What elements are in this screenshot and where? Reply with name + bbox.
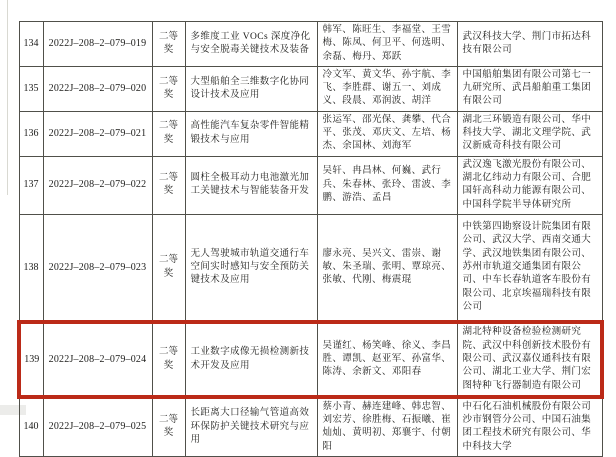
organizations-cell: 中铁第四勘察设计院集团有限公司、武汉大学、西南交通大学、武汉地铁集团有限公司、苏州市轨道交通集团有限公司、中车长春轨道客车股份有限公司、北京埃福瑞科技有限公司	[457, 214, 602, 322]
award-code-cell: 2022J–208–2–079–020	[43, 66, 152, 111]
organizations-cell: 中石化石油机械股份有限公司沙市钢管分公司、中国石油集团工程技术研究有限公司、华中科技大学	[457, 397, 602, 457]
award-list-table	[17, 21, 604, 457]
project-title-cell: 无人驾驶城市轨道交通行车空间实时感知与安全预防关键技术及应用	[185, 214, 317, 322]
award-grade-cell: 二等奖	[152, 66, 185, 111]
people-cell: 吴轩、冉昌林、何巍、武行兵、朱春林、张玲、雷波、李鹏、游浩、孟昌	[317, 156, 457, 214]
organizations-cell: 武汉逸飞激光股份有限公司、湖北亿纬动力有限公司、合肥国轩高科动力能源有限公司、中国科学院半导体研究所	[457, 156, 602, 214]
project-title-cell: 圆柱全极耳动力电池激光加工关键技术与智能装备开发	[185, 156, 317, 214]
people-cell: 冷文军、黄文华、孙宇航、李飞、李胜群、谢五一、刘成义、段晨、邓润波、胡洋	[317, 66, 457, 111]
award-grade-cell: 二等奖	[152, 111, 185, 156]
table-row	[19, 156, 602, 214]
row-number-cell: 140	[19, 397, 43, 457]
award-code-cell: 2022J–208–2–079–019	[43, 22, 152, 67]
people-cell: 蔡小青、赫连建峰、韩忠智、刘宏芳、徐胜梅、石振曦、崔灿灿、黄明初、郑襄宇、付朝阳	[317, 397, 457, 457]
people-cell: 张运军、邵光保、龚攀、代合平、张茂、邓庆文、左培、杨杰、余国林、刘海军	[317, 111, 457, 156]
award-code-cell: 2022J–208–2–079–024	[43, 322, 152, 396]
people-cell: 吴谨红、杨笑峰、徐义、李昌胜、谭凯、赵亚军、孙富华、陈涛、余新文、邓阳春	[317, 322, 457, 396]
organizations-cell: 湖北三环锻造有限公司、华中科技大学、湖北文理学院、武汉新威奇科技有限公司	[457, 111, 602, 156]
table-row	[19, 22, 602, 67]
award-code-cell: 2022J–208–2–079–022	[43, 156, 152, 214]
project-title-cell: 多维度工业 VOCs 深度净化与安全脱毒关键技术及装备	[185, 22, 317, 67]
table-row	[19, 397, 602, 457]
row-number-cell: 135	[19, 66, 43, 111]
table-row	[19, 214, 602, 322]
project-title-cell: 大型船舶全三维数字化协同设计技术及应用	[185, 66, 317, 111]
organizations-cell: 中国船舶集团有限公司第七一九研究所、武昌船舶重工集团有限公司	[457, 66, 602, 111]
row-number-cell: 139	[19, 322, 43, 396]
project-title-cell: 长距离大口径输气管道高效环保防护关键技术研究与应用	[185, 397, 317, 457]
award-grade-cell: 二等奖	[152, 397, 185, 457]
project-title-cell: 高性能汽车复杂零件智能精锻技术与应用	[185, 111, 317, 156]
award-grade-cell: 二等奖	[152, 22, 185, 67]
award-grade-cell: 二等奖	[152, 156, 185, 214]
award-code-cell: 2022J–208–2–079–025	[43, 397, 152, 457]
table-row	[19, 111, 602, 156]
row-number-cell: 137	[19, 156, 43, 214]
organizations-cell: 武汉科技大学、荆门市拓达科技有限公司	[457, 22, 602, 67]
people-cell: 廖永亮、吴兴文、雷崇、谢敏、朱圣瑞、张明、覃琼亮、张敏、代刚、梅震琨	[317, 214, 457, 322]
scan-artifact-left-line	[7, 0, 8, 195]
row-number-cell: 136	[19, 111, 43, 156]
row-number-cell: 138	[19, 214, 43, 322]
highlighted-table-row	[19, 322, 602, 396]
award-code-cell: 2022J–208–2–079–021	[43, 111, 152, 156]
award-grade-cell: 二等奖	[152, 322, 185, 396]
organizations-cell: 湖北特种设备检验检测研究院、武汉中科创新技术股份有限公司、武汉嘉仪通科技有限公司、湖北工业大学、荆门宏图特种飞行器制造有限公司	[457, 322, 602, 396]
table-row	[19, 66, 602, 111]
award-grade-cell: 二等奖	[152, 214, 185, 322]
project-title-cell: 工业数字成像无损检测新技术开发及应用	[185, 322, 317, 396]
award-code-cell: 2022J–208–2–079–023	[43, 214, 152, 322]
row-number-cell: 134	[19, 22, 43, 67]
people-cell: 韩军、陈旺生、李福堂、王雪梅、陈凤、何卫平、何选明、余磊、梅丹、郑跃	[317, 22, 457, 67]
